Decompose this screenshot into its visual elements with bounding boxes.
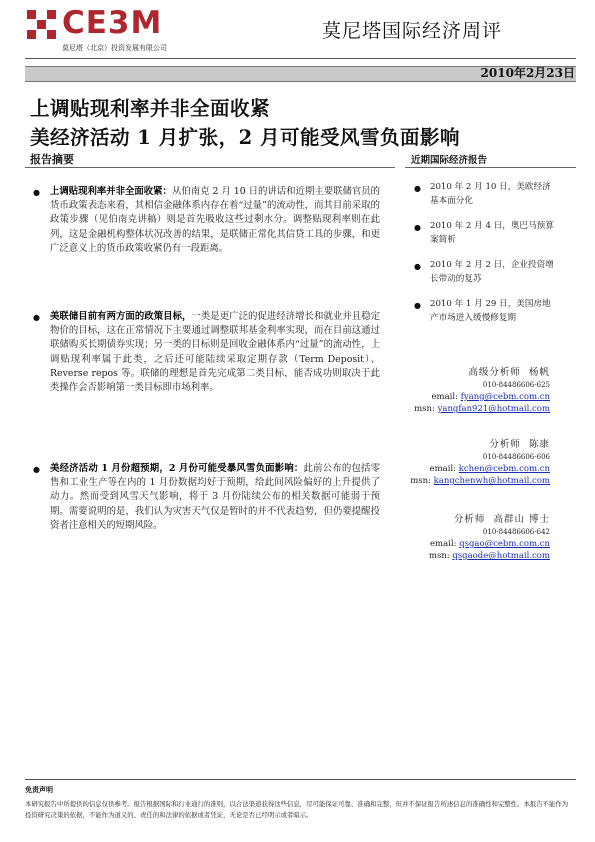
logo-wordmark: CE3M xyxy=(62,5,163,41)
headline-2: 美经济活动 1 月扩张，2 月可能受风雪负面影响 xyxy=(30,126,461,149)
analyst-name: 高群山 博士 xyxy=(493,514,550,525)
analyst-email-link[interactable]: qsgao@cebm.com.cn xyxy=(459,539,550,549)
analyst-name-line xyxy=(414,367,550,379)
analyst-email-line xyxy=(410,463,550,475)
analyst-msn-line xyxy=(410,475,550,487)
analyst-email-line xyxy=(414,391,550,403)
analyst-card xyxy=(410,439,550,487)
analyst-name-line xyxy=(410,439,550,451)
analyst-title: 分析师 xyxy=(489,439,521,450)
analyst-phone: 010-84486606-625 xyxy=(482,381,550,389)
headline-1: 上调贴现利率并非全面收紧 xyxy=(30,97,271,120)
recent-report-item[interactable]: 2010 年 2 月 10 日，美欧经济基本面分化 xyxy=(430,182,551,206)
paragraph-body: 此前公布的包括零售和工业生产等在内的 1 月份数据均好于预期，给此间风险偏好的上升提供了动力。然而受到风雪天气影响，将于 3 月份陆续公布的相关数据可能弱于预期。需要说明的是，我们认为灾害天气仅是暂时的并不代表趋势，但仍要提醒投资者注意相关的短期风险。 xyxy=(50,463,380,531)
summary-paragraph xyxy=(50,310,380,395)
analyst-msn-link[interactable]: yangfan921@hotmail.com xyxy=(437,404,550,414)
paragraph-lead: 美经济活动 1 月份超预期，2 月份可能受暴风雪负面影响： xyxy=(50,463,304,474)
recent-report-item[interactable]: 2010 年 2 月 4 日，奥巴马预算案简析 xyxy=(430,221,554,245)
analyst-msn-line xyxy=(414,403,550,415)
recent-report-item[interactable]: 2010 年 2 月 2 日，企业投资增长带动的复苏 xyxy=(430,260,554,284)
bullet-icon: ● xyxy=(414,262,421,271)
bullet-icon: ● xyxy=(414,223,421,232)
recent-rule xyxy=(405,167,576,168)
disclaimer-text: 本研究报告中所提供的信息仅供参考。报告根据国际和行业通行的准则，以合法渠道获得这些信息，尽可能保证可靠、准确和完整，但并不保证报告所述信息的准确性和完整性。本报告不能作为投资研究决策的依据，不能作为道义的、责任的和法律的依据或者凭证，无论是否已经明示或者暗示。 xyxy=(25,800,569,819)
bullet-icon: ● xyxy=(33,188,40,197)
analyst-title: 高级分析师 xyxy=(468,367,521,378)
analyst-card xyxy=(429,514,550,562)
paragraph-lead: 上调贴现利率并非全面收紧： xyxy=(50,186,172,197)
analyst-name: 杨帆 xyxy=(528,367,550,378)
email-label: email: xyxy=(430,539,457,549)
email-label: email: xyxy=(429,464,457,474)
logo-mark xyxy=(27,10,57,40)
analyst-title: 分析师 xyxy=(453,514,486,525)
msn-label: msn: xyxy=(410,476,431,486)
publication-title: 莫尼塔国际经济周评 xyxy=(321,20,502,42)
msn-label: msn: xyxy=(414,404,435,414)
bullet-icon: ● xyxy=(414,301,421,310)
bullet-icon: ● xyxy=(33,465,40,474)
summary-rule xyxy=(25,167,395,168)
summary-paragraph xyxy=(50,185,380,256)
msn-label: msn: xyxy=(428,551,450,561)
recent-report-item[interactable]: 2010 年 1 月 29 日，美国房地产市场进入缓慢修复期 xyxy=(430,299,551,323)
footer-rule xyxy=(25,779,576,780)
summary-paragraph xyxy=(50,462,380,533)
bullet-icon: ● xyxy=(414,184,421,193)
report-date: 2010年2月23日 xyxy=(480,66,575,80)
analyst-msn-line xyxy=(429,550,550,562)
analyst-email-link[interactable]: fyang@cebm.com.cn xyxy=(460,392,550,402)
analyst-msn-link[interactable]: kangchenwh@hotmail.com xyxy=(433,476,550,486)
bullet-icon: ● xyxy=(33,313,40,322)
paragraph-body: 一类是更广泛的促进经济增长和就业并且稳定物价的目标，这在正常情况下主要通过调整联邦基金利率实现，而在目前这通过联储购买长期债券实现；另一类的目标则是回收金融体系内“过量”的流动性，上调贴现利率属于此类，之后还可能陆续采取定期存款（Term Deposit）、Reverse repos 等。联储的理想是首先完成第二类目标，能否成功则取决于此类操作会否影响第一类目标即市场利率。 xyxy=(50,311,380,394)
header-rule xyxy=(25,58,576,59)
disclaimer-title: 免责声明 xyxy=(25,785,53,794)
analyst-msn-link[interactable]: qsgaode@hotmail.com xyxy=(452,551,550,561)
analyst-name-line xyxy=(429,514,550,526)
analyst-phone: 010-84486606-606 xyxy=(482,453,550,461)
analyst-card xyxy=(414,367,550,415)
recent-reports-label: 近期国际经济报告 xyxy=(411,155,488,166)
analyst-email-line xyxy=(429,538,550,550)
analyst-email-link[interactable]: kchen@cebm.com.cn xyxy=(458,464,550,474)
email-label: email: xyxy=(431,392,458,402)
paragraph-body: 从伯南克 2 月 10 日的讲话和近期主要联储官员的货币政策表态来看，其相信金融体系内存在着“过量”的流动性，而其目前采取的政策步骤（见伯南克讲稿）则是首先吸收这些过剩水分。调整贴现利率则在此列，这是金融机构整体状况改善的结果，是联储正常化其信贷工具的步骤，和更广泛意义上的货币政策收紧仍有一段距离。 xyxy=(50,186,380,254)
company-name: 莫尼塔（北京）投资发展有限公司 xyxy=(62,44,167,52)
paragraph-lead: 美联储目前有两方面的政策目标， xyxy=(50,311,192,322)
summary-label: 报告摘要 xyxy=(30,153,74,166)
analyst-phone: 010-84486606-642 xyxy=(482,528,550,536)
analyst-name: 陈康 xyxy=(528,439,550,450)
